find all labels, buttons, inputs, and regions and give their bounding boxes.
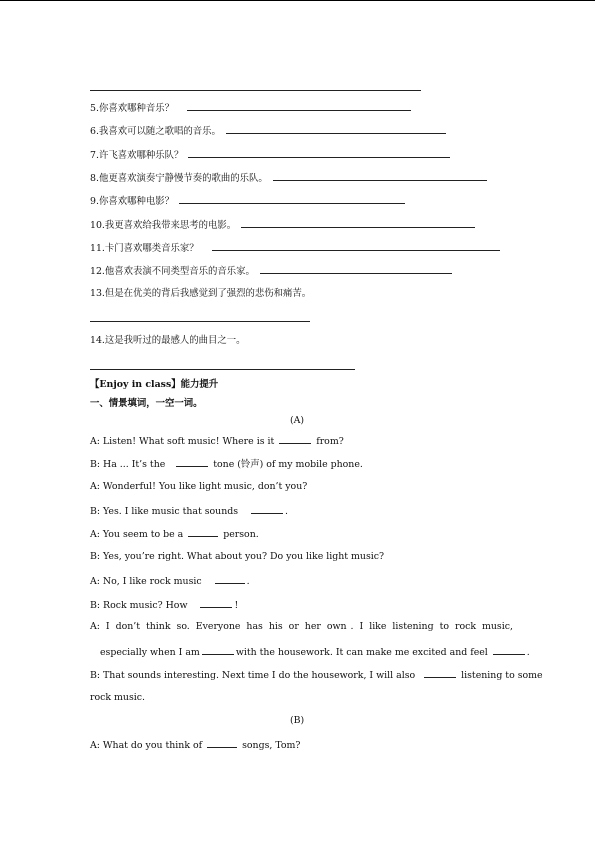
translation-item — [90, 264, 454, 278]
dialog-line — [90, 434, 344, 448]
dialog-line — [90, 481, 307, 493]
answer-blank[interactable] — [251, 504, 283, 514]
dialog-text: B: Rock music? How — [90, 600, 188, 611]
answer-blank[interactable] — [215, 574, 245, 584]
dialog-line — [90, 527, 259, 541]
answer-blank[interactable] — [179, 194, 405, 204]
page-top-border — [0, 0, 595, 1]
dialog-text: songs, Tom? — [242, 740, 301, 751]
section-subtitle: 一、情景填词，一空一词。 — [90, 398, 203, 409]
dialog-text: B: That sounds interesting. Next time I do the housework, I will also — [90, 670, 416, 681]
section-title-en: 【Enjoy in class】 — [90, 379, 181, 390]
answer-blank[interactable] — [212, 241, 500, 251]
item-text: 8.他更喜欢演奏宁静慢节奏的歌曲的乐队。 — [90, 173, 268, 184]
dialog-line — [90, 574, 250, 588]
dialog-line — [90, 692, 145, 704]
dialog-text: rock music. — [90, 692, 146, 703]
dialog-line — [90, 668, 543, 682]
dialog-text: especially when I am — [100, 647, 200, 658]
dialog-line — [90, 551, 384, 563]
translation-item — [90, 241, 502, 255]
dialog-text: A: Listen! What soft music! Where is it — [90, 436, 275, 447]
item-text: 5.你喜欢哪种音乐？ — [90, 103, 174, 114]
dialog-text: B: Yes. I like music that sounds — [90, 506, 239, 517]
answer-blank[interactable] — [187, 101, 411, 111]
answer-blank[interactable] — [176, 457, 208, 467]
dialog-text: A: Wonderful! You like light music, don’t you? — [90, 481, 308, 492]
item-text: 7.许飞喜欢哪种乐队？ — [90, 150, 184, 161]
translation-item — [90, 148, 452, 162]
item-text: 10.我更喜欢给我带来思考的电影。 — [90, 220, 237, 231]
section-title-cn: 能力提升 — [180, 379, 219, 390]
answer-blank[interactable] — [241, 218, 475, 228]
dialog-text: A: No, I like rock music — [90, 576, 202, 587]
answer-blank[interactable] — [260, 264, 452, 274]
dialog-text: tone (铃声) of my mobile phone. — [213, 459, 363, 470]
item-text: 14.这是我听过的最感人的曲目之一。 — [90, 335, 246, 346]
translation-item — [90, 194, 407, 208]
dialog-text: . I like listening to rock music, — [350, 621, 513, 632]
dialog-text: A: You seem to be a — [90, 529, 184, 540]
item-text: 11.卡门喜欢哪类音乐家？ — [90, 243, 199, 254]
dialog-line — [90, 598, 238, 612]
answer-blank[interactable] — [424, 668, 456, 678]
dialog-line — [100, 645, 530, 659]
answer-blank[interactable] — [188, 148, 450, 158]
dialog-b-label: (B) — [290, 715, 305, 726]
item-text: 9.你喜欢哪种电影？ — [90, 196, 174, 207]
dialog-text: A: I don’t think so. Everyone has his or her own — [90, 621, 347, 632]
answer-blank[interactable] — [226, 124, 446, 134]
dialog-text: listening to some — [461, 670, 543, 681]
dialog-text: A: What do you think of — [90, 740, 203, 751]
dialog-text: with the housework. It can make me excited and feel — [235, 647, 488, 658]
translation-item — [90, 288, 311, 300]
answer-blank[interactable] — [493, 645, 525, 655]
dialog-text: B: Yes, you’re right. What about you? Do you like light music? — [90, 551, 385, 562]
dialog-text: . — [526, 647, 530, 658]
answer-blank[interactable] — [273, 171, 487, 181]
dialog-text: . — [246, 576, 250, 587]
answer-blank[interactable] — [279, 434, 311, 444]
answer-blank[interactable] — [188, 527, 218, 537]
translation-item — [90, 101, 413, 115]
answer-line[interactable] — [90, 321, 310, 322]
answer-blank[interactable] — [200, 598, 232, 608]
dialog-text: from? — [316, 436, 344, 447]
dialog-a-label: (A) — [290, 415, 305, 426]
answer-blank[interactable] — [202, 645, 234, 655]
section-title — [90, 379, 218, 391]
dialog-text: person. — [223, 529, 259, 540]
translation-item — [90, 171, 489, 185]
dialog-text: ! — [234, 600, 239, 611]
answer-blank[interactable] — [207, 738, 237, 748]
item-text: 13.但是在优美的背后我感觉到了强烈的悲伤和痛苦。 — [90, 288, 312, 299]
item-text: 12.他喜欢表演不同类型音乐的音乐家。 — [90, 266, 255, 277]
translation-item — [90, 218, 477, 232]
dialog-line — [90, 457, 363, 471]
translation-item — [90, 335, 246, 347]
translation-item — [90, 124, 448, 138]
item-text: 6.我喜欢可以随之歌唱的音乐。 — [90, 126, 221, 137]
dialog-line — [90, 621, 513, 633]
dialog-text: B: Ha ... It’s the — [90, 459, 166, 470]
dialog-text: . — [285, 506, 289, 517]
answer-line[interactable] — [90, 369, 355, 370]
dialog-line — [90, 738, 300, 752]
answer-line — [90, 90, 421, 91]
dialog-line — [90, 504, 288, 518]
